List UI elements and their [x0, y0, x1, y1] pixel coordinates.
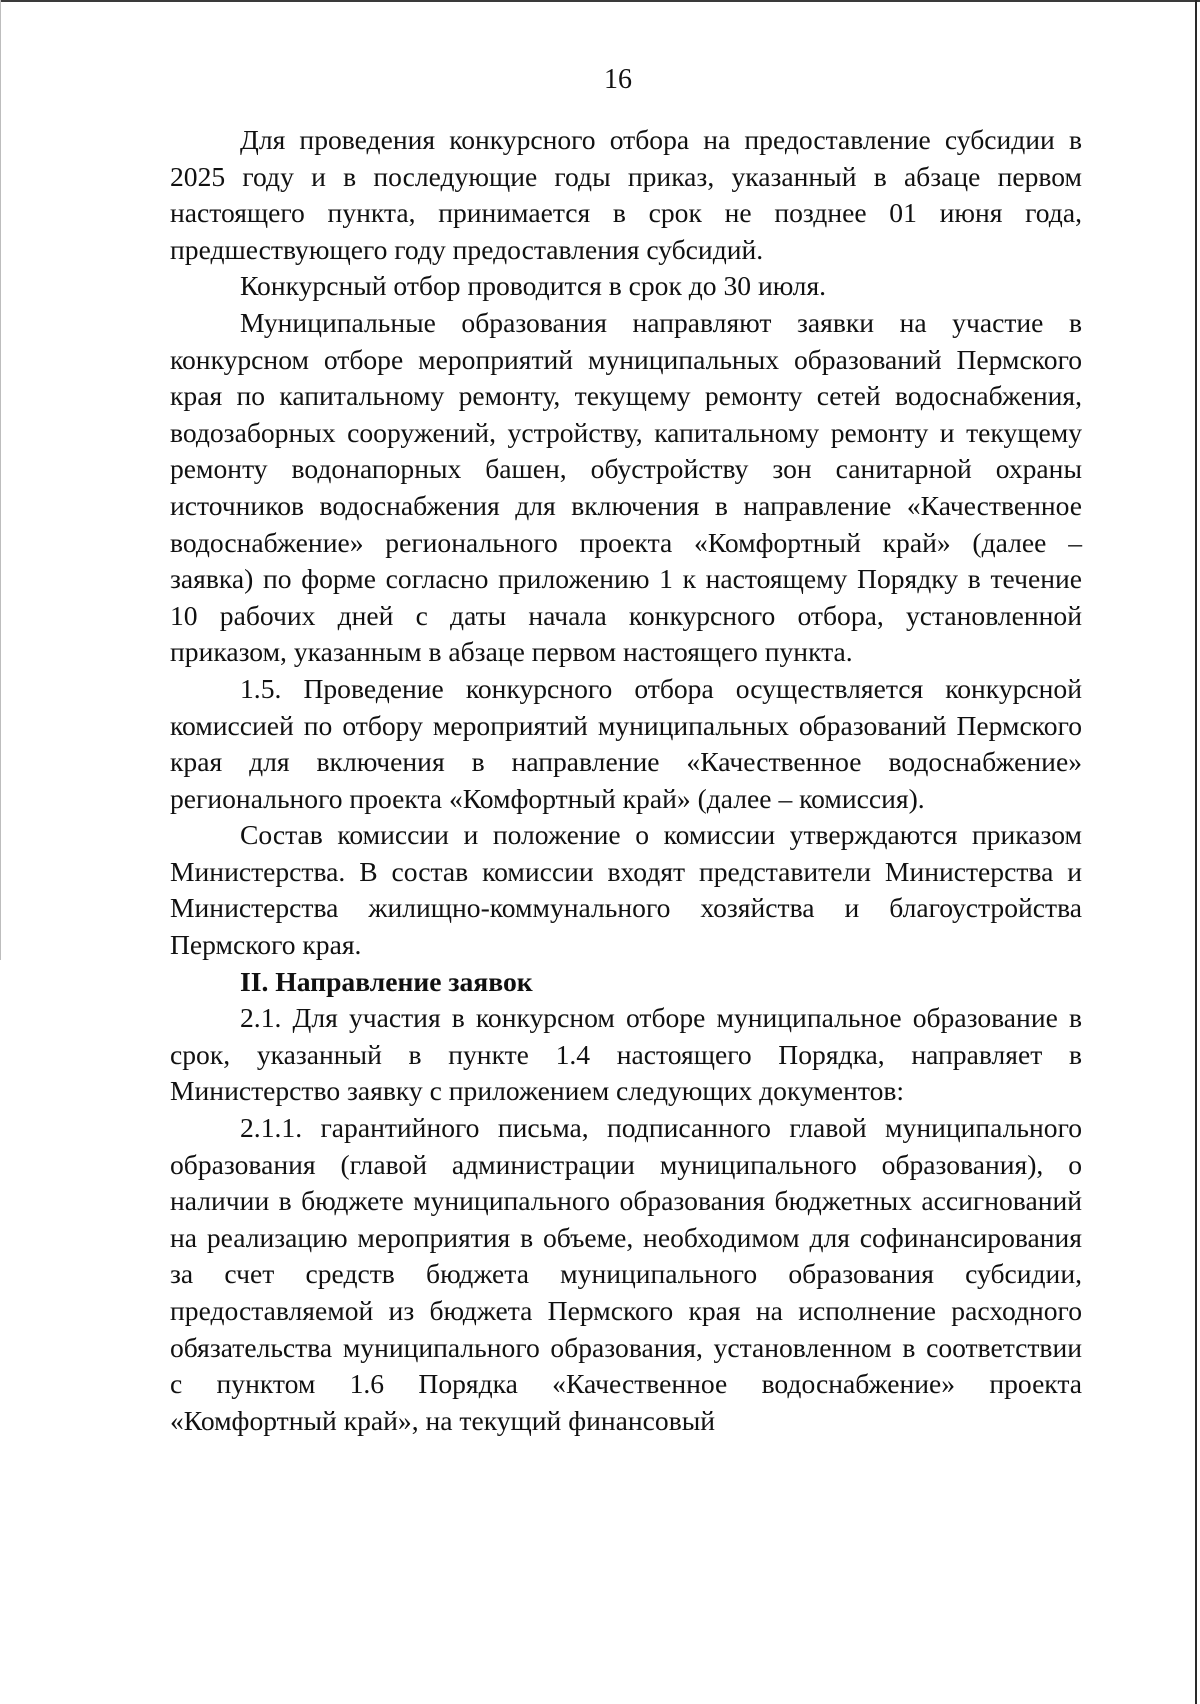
document-body [170, 122, 1082, 1439]
scan-edge-top [0, 0, 1200, 2]
paragraph-guarantee-letter: 2.1.1. гарантийного письма, подписанного главой муниципального образования (главой администрации муниципального образования), о наличии в бюджете муниципального образования бюджетных ассигнований на реализацию мероприятия в объеме, необходимом для софинансирования за счет средств бюджета муниципального образования субсидии, предоставляемой из бюджета Пермского края на исполнение расходного обязательства муниципального образования, установленном в соответствии с пунктом 1.6 Порядка «Качественное водоснабжение» проекта «Комфортный край», на текущий финансовый [170, 1112, 1082, 1436]
paragraph-commission: 1.5. Проведение конкурсного отбора осуществляется конкурсной комиссией по отбору мероприятий муниципальных образований Пермского края для включения в направление «Качественное водоснабжение» регионального проекта «Комфортный край» (далее – комиссия). [170, 672, 1082, 814]
paragraph-selection-deadline: Для проведения конкурсного отбора на предоставление субсидии в 2025 году и в последующие годы приказ, указанный в абзаце первом настоящего пункта, принимается в срок не позднее 01 июня года, предшествующего году предоставления субсидий. [170, 124, 1082, 265]
paragraph-commission-composition: Состав комиссии и положение о комиссии утверждаются приказом Министерства. В состав комиссии входят представители Министерства и Министерства жилищно-коммунального хозяйства и благоустройства Пермского края. [170, 819, 1082, 961]
paragraph-selection-period: Конкурсный отбор проводится в срок до 30 июля. [240, 270, 827, 302]
scan-edge-right [1195, 0, 1197, 1704]
scan-edge-left [0, 0, 1, 960]
page-number: 16 [604, 64, 632, 95]
paragraph-application-submission: Муниципальные образования направляют заявки на участие в конкурсном отборе мероприятий муниципальных образований Пермского края по капитальному ремонту, текущему ремонту сетей водоснабжения, водозаборных сооружений, устройству, капитальному ремонту и текущему ремонту водонапорных башен, обустройству зон санитарной охраны источников водоснабжения для включения в направление «Качественное водоснабжение» регионального проекта «Комфортный край» (далее – заявка) по форме согласно приложению 1 к настоящему Порядку в течение 10 рабочих дней с даты начала конкурсного отбора, установленной приказом, указанным в абзаце первом настоящего пункта. [170, 306, 1082, 668]
section-heading: II. Направление заявок [240, 965, 533, 997]
paragraph-participation: 2.1. Для участия в конкурсном отборе муниципальное образование в срок, указанный в пункте 1.4 настоящего Порядка, направляет в Министерство заявку с приложением следующих документов: [170, 1002, 1082, 1107]
